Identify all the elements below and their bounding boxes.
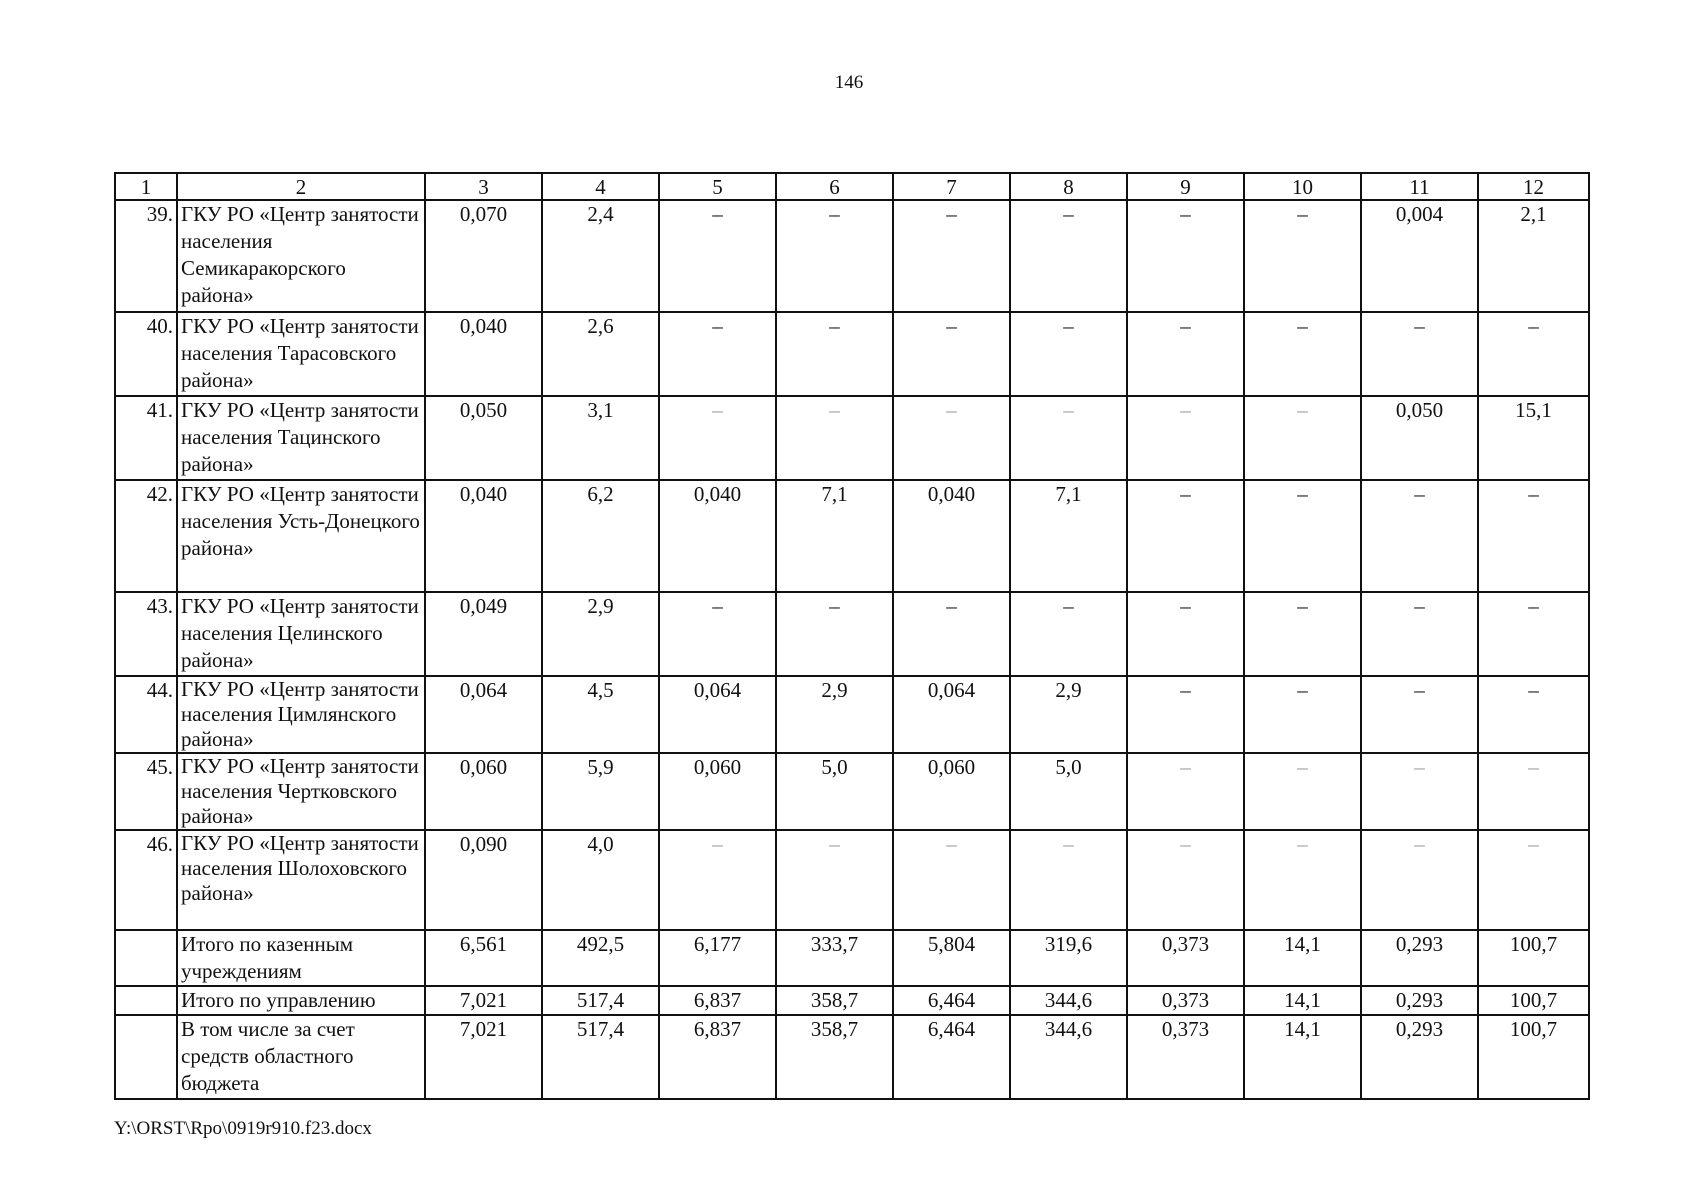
row-number: 41. [115, 396, 177, 480]
institution-name: ГКУ РО «Центр занятости населения Тацинского района» [177, 396, 425, 480]
value-cell: 0,060 [659, 753, 776, 830]
value-cell: – [1244, 753, 1361, 830]
value-cell: 0,293 [1361, 986, 1478, 1015]
value-cell: 0,040 [425, 312, 542, 396]
value-cell: 0,040 [425, 480, 542, 592]
value-cell: – [1127, 753, 1244, 830]
value-cell: – [776, 200, 893, 312]
value-cell: – [1127, 830, 1244, 930]
value-cell: – [1244, 676, 1361, 753]
value-cell: 5,0 [1010, 753, 1127, 830]
value-cell: 517,4 [542, 986, 659, 1015]
value-cell: – [776, 592, 893, 676]
value-cell: 2,6 [542, 312, 659, 396]
value-cell: – [1478, 312, 1589, 396]
value-cell: 344,6 [1010, 1015, 1127, 1099]
institution-name: ГКУ РО «Центр занятости населения Тарасовского района» [177, 312, 425, 396]
value-cell: – [1478, 676, 1589, 753]
value-cell: 6,464 [893, 1015, 1010, 1099]
value-cell: 6,837 [659, 986, 776, 1015]
value-cell: – [893, 312, 1010, 396]
header-cell-7: 7 [893, 173, 1010, 200]
value-cell: – [1127, 480, 1244, 592]
value-cell: – [659, 396, 776, 480]
value-cell: 5,0 [776, 753, 893, 830]
value-cell: 0,040 [893, 480, 1010, 592]
row-number: 39. [115, 200, 177, 312]
value-cell: 7,021 [425, 986, 542, 1015]
table-row [115, 830, 1589, 930]
value-cell: 0,090 [425, 830, 542, 930]
value-cell: – [659, 312, 776, 396]
table-row [115, 396, 1589, 480]
value-cell: 6,177 [659, 930, 776, 986]
institution-name: ГКУ РО «Центр занятости населения Усть-Донецкого района» [177, 480, 425, 592]
value-cell: – [1244, 312, 1361, 396]
value-cell: – [1361, 312, 1478, 396]
header-cell-5: 5 [659, 173, 776, 200]
value-cell: 0,064 [425, 676, 542, 753]
value-cell: – [1010, 396, 1127, 480]
value-cell: 0,060 [893, 753, 1010, 830]
row-number [115, 930, 177, 986]
data-table [114, 172, 1590, 1100]
value-cell: 0,293 [1361, 1015, 1478, 1099]
value-cell: – [659, 830, 776, 930]
value-cell: – [1127, 592, 1244, 676]
value-cell: – [1478, 592, 1589, 676]
value-cell: 6,464 [893, 986, 1010, 1015]
value-cell: – [1244, 396, 1361, 480]
row-number [115, 1015, 177, 1099]
value-cell: 5,9 [542, 753, 659, 830]
value-cell: – [1478, 753, 1589, 830]
value-cell: 0,040 [659, 480, 776, 592]
value-cell: 0,070 [425, 200, 542, 312]
institution-name: ГКУ РО «Центр занятости населения Шолоховского района» [177, 830, 425, 930]
value-cell: 344,6 [1010, 986, 1127, 1015]
row-number: 46. [115, 830, 177, 930]
value-cell: – [893, 200, 1010, 312]
row-number [115, 986, 177, 1015]
value-cell: 6,2 [542, 480, 659, 592]
value-cell: – [1244, 830, 1361, 930]
value-cell: 6,837 [659, 1015, 776, 1099]
value-cell: 0,373 [1127, 986, 1244, 1015]
value-cell: 2,1 [1478, 200, 1589, 312]
value-cell: – [1010, 312, 1127, 396]
value-cell: 517,4 [542, 1015, 659, 1099]
page-number: 146 [834, 72, 864, 93]
value-cell: – [1361, 753, 1478, 830]
header-cell-9: 9 [1127, 173, 1244, 200]
value-cell: 0,064 [893, 676, 1010, 753]
header-cell-1: 1 [115, 173, 177, 200]
value-cell: – [776, 830, 893, 930]
header-cell-3: 3 [425, 173, 542, 200]
value-cell: – [1361, 830, 1478, 930]
value-cell: – [1127, 312, 1244, 396]
institution-name: ГКУ РО «Центр занятости населения Семикаракорского района» [177, 200, 425, 312]
value-cell: – [776, 396, 893, 480]
value-cell: – [1127, 676, 1244, 753]
value-cell: – [1244, 200, 1361, 312]
value-cell: 100,7 [1478, 930, 1589, 986]
value-cell: 319,6 [1010, 930, 1127, 986]
institution-name: ГКУ РО «Центр занятости населения Цимлянского района» [177, 676, 425, 753]
value-cell: – [893, 396, 1010, 480]
value-cell: 7,021 [425, 1015, 542, 1099]
value-cell: – [1127, 200, 1244, 312]
institution-name: ГКУ РО «Центр занятости населения Целинского района» [177, 592, 425, 676]
value-cell: 6,561 [425, 930, 542, 986]
value-cell: 7,1 [776, 480, 893, 592]
value-cell: – [893, 830, 1010, 930]
value-cell: 3,1 [542, 396, 659, 480]
table-row [115, 480, 1589, 592]
value-cell: 15,1 [1478, 396, 1589, 480]
table-row [115, 312, 1589, 396]
header-cell-10: 10 [1244, 173, 1361, 200]
total-row-department [115, 986, 1589, 1015]
total-label: В том числе за счет средств областного бюджета [177, 1015, 425, 1099]
total-label: Итого по казенным учреждениям [177, 930, 425, 986]
header-cell-11: 11 [1361, 173, 1478, 200]
header-row [115, 173, 1589, 200]
value-cell: 2,9 [776, 676, 893, 753]
total-row-institutions [115, 930, 1589, 986]
row-number: 40. [115, 312, 177, 396]
header-cell-8: 8 [1010, 173, 1127, 200]
total-label: Итого по управлению [177, 986, 425, 1015]
file-path: Y:\ORST\Rpo\0919r910.f23.docx [114, 1118, 372, 1139]
value-cell: 0,373 [1127, 1015, 1244, 1099]
row-number: 44. [115, 676, 177, 753]
value-cell: 100,7 [1478, 986, 1589, 1015]
value-cell: 5,804 [893, 930, 1010, 986]
value-cell: 492,5 [542, 930, 659, 986]
value-cell: – [1478, 480, 1589, 592]
table-row [115, 200, 1589, 312]
value-cell: 0,373 [1127, 930, 1244, 986]
row-number: 42. [115, 480, 177, 592]
row-number: 43. [115, 592, 177, 676]
header-cell-12: 12 [1478, 173, 1589, 200]
value-cell: 0,064 [659, 676, 776, 753]
value-cell: 333,7 [776, 930, 893, 986]
value-cell: – [1244, 480, 1361, 592]
header-cell-6: 6 [776, 173, 893, 200]
value-cell: – [1361, 676, 1478, 753]
value-cell: – [1478, 830, 1589, 930]
value-cell: – [893, 592, 1010, 676]
value-cell: – [659, 592, 776, 676]
value-cell: – [1244, 592, 1361, 676]
institution-name: ГКУ РО «Центр занятости населения Чертковского района» [177, 753, 425, 830]
row-number: 45. [115, 753, 177, 830]
value-cell: – [1010, 592, 1127, 676]
value-cell: – [1010, 830, 1127, 930]
value-cell: – [1361, 592, 1478, 676]
value-cell: 0,050 [1361, 396, 1478, 480]
value-cell: 0,060 [425, 753, 542, 830]
value-cell: 14,1 [1244, 930, 1361, 986]
header-cell-4: 4 [542, 173, 659, 200]
value-cell: 2,9 [1010, 676, 1127, 753]
value-cell: 4,5 [542, 676, 659, 753]
header-cell-2: 2 [177, 173, 425, 200]
value-cell: 4,0 [542, 830, 659, 930]
table-row [115, 753, 1589, 830]
value-cell: – [1010, 200, 1127, 312]
value-cell: 14,1 [1244, 1015, 1361, 1099]
value-cell: 0,293 [1361, 930, 1478, 986]
table-row [115, 676, 1589, 753]
value-cell: – [659, 200, 776, 312]
value-cell: – [776, 312, 893, 396]
value-cell: 0,049 [425, 592, 542, 676]
value-cell: 14,1 [1244, 986, 1361, 1015]
value-cell: – [1127, 396, 1244, 480]
total-row-regional-budget [115, 1015, 1589, 1099]
value-cell: – [1361, 480, 1478, 592]
value-cell: 0,050 [425, 396, 542, 480]
value-cell: 358,7 [776, 1015, 893, 1099]
value-cell: 2,9 [542, 592, 659, 676]
table-row [115, 592, 1589, 676]
value-cell: 2,4 [542, 200, 659, 312]
value-cell: 100,7 [1478, 1015, 1589, 1099]
value-cell: 7,1 [1010, 480, 1127, 592]
value-cell: 0,004 [1361, 200, 1478, 312]
table-body [115, 200, 1589, 1099]
value-cell: 358,7 [776, 986, 893, 1015]
